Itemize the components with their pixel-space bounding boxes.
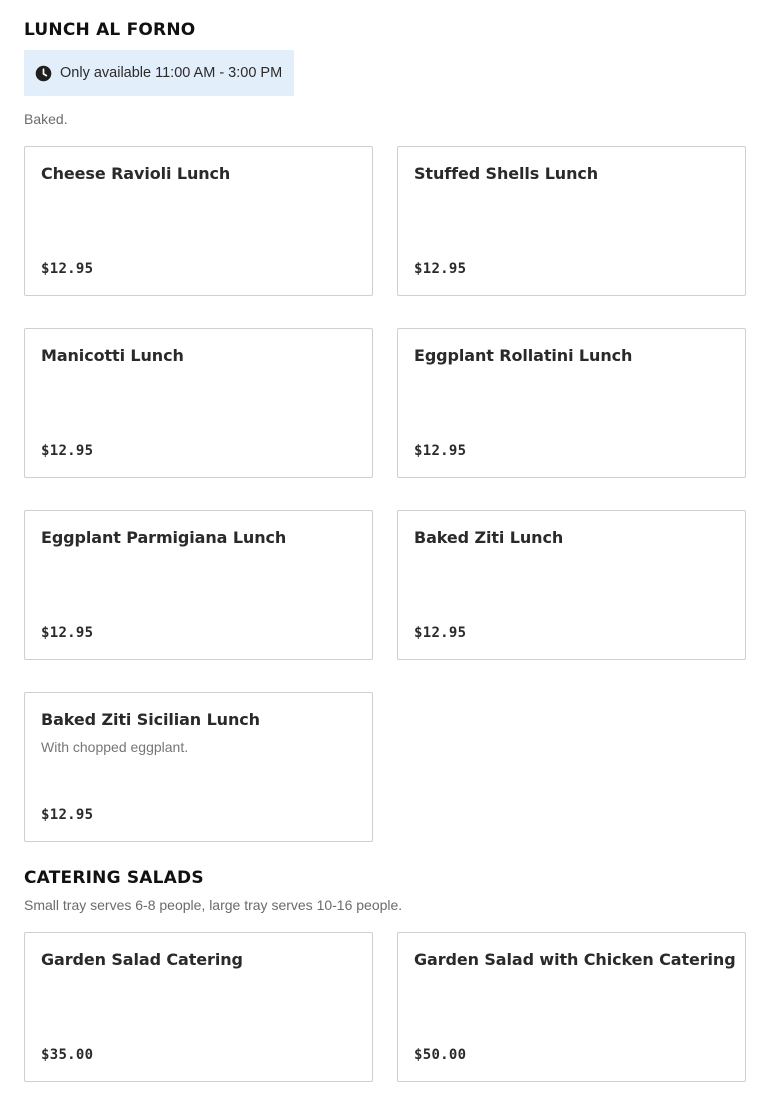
menu-item-name: Eggplant Parmigiana Lunch: [41, 528, 287, 547]
availability-badge: [24, 50, 294, 96]
menu-item-price: $12.95: [41, 625, 94, 641]
menu-item-name: Cheese Ravioli Lunch: [41, 164, 231, 183]
menu-item-card[interactable]: [397, 146, 746, 296]
menu-item-card[interactable]: [397, 328, 746, 478]
menu-item-card[interactable]: [24, 510, 373, 660]
section-description: Baked.: [24, 111, 68, 127]
menu-item-price: $50.00: [414, 1047, 467, 1063]
section-lunch-al-forno: [24, 20, 746, 842]
menu-item-price: $12.95: [414, 443, 467, 459]
menu-item-grid: [24, 932, 746, 1082]
menu-item-card[interactable]: [24, 692, 373, 842]
section-description: Small tray serves 6-8 people, large tray serves 10-16 people.: [24, 897, 403, 913]
menu-item-card[interactable]: [397, 510, 746, 660]
menu-item-name: Garden Salad Catering: [41, 950, 243, 969]
section-title: LUNCH AL FORNO: [24, 20, 196, 40]
menu-item-name: Eggplant Rollatini Lunch: [414, 346, 633, 365]
menu-item-price: $12.95: [41, 443, 94, 459]
menu-item-card[interactable]: [397, 932, 746, 1082]
menu-item-name: Manicotti Lunch: [41, 346, 184, 365]
availability-text: Only available 11:00 AM - 3:00 PM: [60, 65, 283, 81]
section-title: CATERING SALADS: [24, 868, 204, 888]
menu-item-card[interactable]: [24, 932, 373, 1082]
menu-item-price: $35.00: [41, 1047, 94, 1063]
menu-item-price: $12.95: [41, 261, 94, 277]
menu-item-price: $12.95: [41, 807, 94, 823]
menu-item-name: Baked Ziti Lunch: [414, 528, 564, 547]
menu-item-description: With chopped eggplant.: [41, 739, 189, 755]
menu-item-price: $12.95: [414, 261, 467, 277]
menu-item-card[interactable]: [24, 328, 373, 478]
menu-item-price: $12.95: [414, 625, 467, 641]
clock-icon: [35, 65, 52, 82]
menu-item-name: Baked Ziti Sicilian Lunch: [41, 710, 260, 729]
menu-item-name: Garden Salad with Chicken Catering: [414, 950, 736, 969]
menu-item-name: Stuffed Shells Lunch: [414, 164, 599, 183]
section-catering-salads: [24, 868, 746, 1082]
menu-item-card[interactable]: [24, 146, 373, 296]
menu-item-grid: [24, 146, 746, 842]
